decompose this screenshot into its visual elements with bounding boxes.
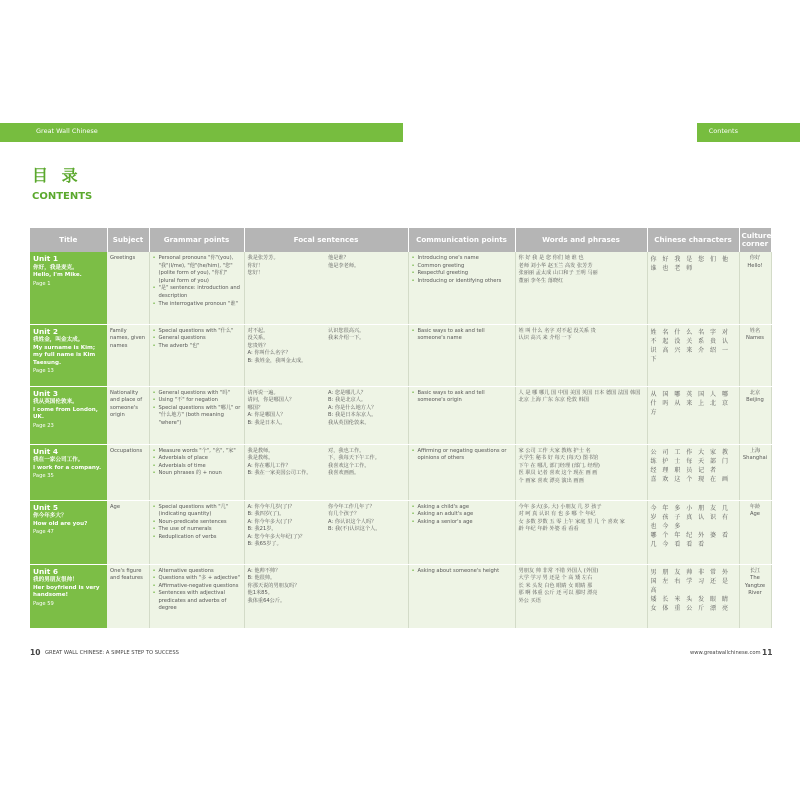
grammar-point: • Questions with "多 + adjective" bbox=[153, 575, 241, 583]
focal-sentences-cell bbox=[244, 500, 408, 564]
subject-cell: One's figure and features bbox=[107, 564, 149, 628]
words-cell bbox=[515, 252, 647, 324]
contents-row bbox=[30, 500, 771, 564]
col-header: Title bbox=[30, 228, 107, 252]
footer-left-text: GREAT WALL CHINESE: A SIMPLE STEP TO SUCCESS bbox=[45, 650, 179, 656]
communication-cell bbox=[408, 444, 515, 500]
grammar-point: • Reduplication of verbs bbox=[153, 534, 241, 542]
culture-label: Age bbox=[749, 511, 761, 518]
culture-label: Beijing bbox=[746, 397, 764, 404]
col-header: Culture corner bbox=[739, 228, 771, 252]
communication-cell bbox=[408, 324, 515, 386]
focal-sentence: A: 你叫什么名字？ bbox=[247, 350, 291, 357]
focal-column bbox=[248, 328, 325, 366]
unit-title-english: Her boyfriend is very handsome! bbox=[33, 584, 100, 599]
unit-page: Page 1 bbox=[33, 280, 51, 287]
focal-sentence: 我来介绍一下。 bbox=[328, 335, 365, 342]
focal-sentence: A: 你今年多大(了)？ bbox=[247, 518, 295, 525]
culture-cell bbox=[739, 564, 771, 628]
series-label: Great Wall Chinese bbox=[36, 127, 98, 135]
characters-cell bbox=[647, 444, 739, 500]
unit-cell[interactable] bbox=[30, 324, 107, 386]
unit-number: Unit 4 bbox=[33, 446, 59, 456]
header-notch bbox=[403, 123, 697, 142]
focal-sentence: 我喜欢这个工作。 bbox=[328, 462, 370, 469]
characters-line: 姓 名 什 么 名 字 对 不 起 没 关 系 贵 认 bbox=[650, 328, 730, 345]
words-line: 家 公司 工作 大家 教练 护士 名 bbox=[518, 447, 591, 454]
unit-title-english: I work for a company. bbox=[33, 464, 102, 471]
focal-columns bbox=[248, 568, 405, 606]
culture-label: 长江 bbox=[749, 567, 761, 574]
grammar-point: • Special questions with "几" (indicating quantity) bbox=[153, 504, 241, 519]
culture-cell bbox=[739, 252, 771, 324]
words-line: 大学 学习 男 还是 个 高 矮 左右 bbox=[518, 575, 593, 582]
focal-sentence: 请再说一遍。 bbox=[247, 389, 279, 396]
col-header: Grammar points bbox=[149, 228, 244, 252]
words-line: 医 职员 记者 喜欢 这个 现在 画 画 bbox=[518, 470, 598, 477]
focal-column bbox=[328, 504, 405, 550]
words-line: 董丽 李冬生 落晓红 bbox=[518, 277, 564, 284]
words-line: 姓 叫 什么 名字 对不起 没关系 贵 bbox=[518, 327, 596, 334]
focal-sentence: 对不起。 bbox=[247, 327, 269, 334]
words-cell bbox=[515, 324, 647, 386]
grammar-list bbox=[153, 568, 241, 614]
focal-column bbox=[328, 328, 405, 366]
focal-sentence: B: 我四岁(了)。 bbox=[247, 511, 285, 518]
grammar-list bbox=[153, 390, 241, 428]
words-line: 大学生 秘书 好 每天 (每天) 图书馆 bbox=[518, 455, 599, 462]
characters-line: 矮 长 米 头 发 眼 睛 女 体 重 公 斤 漂 亮 bbox=[650, 595, 730, 612]
col-header: Communication points bbox=[408, 228, 515, 252]
unit-cell[interactable] bbox=[30, 500, 107, 564]
subject-cell: Nationality and place of someone's origin bbox=[107, 386, 149, 444]
focal-sentences-cell bbox=[244, 386, 408, 444]
focal-columns bbox=[248, 255, 405, 278]
focal-sentence: A: 你在哪儿工作？ bbox=[247, 462, 291, 469]
focal-sentence: 他是李老师。 bbox=[328, 262, 360, 269]
words-line: 龄 年纪 年龄 外婆 看 看看 bbox=[518, 526, 579, 533]
culture-cell bbox=[739, 324, 771, 386]
culture-label: 上海 bbox=[749, 447, 761, 454]
communication-point: • Introducing one's name bbox=[412, 255, 512, 263]
focal-sentence: B: 我是日本东京人。 bbox=[328, 412, 377, 419]
culture-cell bbox=[739, 500, 771, 564]
words-line: 张丽丽 孟太成 山口和子 王明 马丽 bbox=[518, 270, 598, 277]
right-page-number: 11 bbox=[762, 648, 773, 657]
characters-line: 你 好 我 是 您 们 他 bbox=[650, 256, 730, 263]
focal-sentence: 我喜欢画画。 bbox=[328, 470, 360, 477]
unit-title-chinese: 我姓金，叫金太成。 bbox=[33, 337, 84, 344]
page-title-chinese: 目 录 bbox=[32, 166, 82, 185]
unit-page: Page 35 bbox=[33, 473, 54, 480]
unit-page: Page 59 bbox=[33, 600, 54, 607]
focal-sentence: 哪国？ bbox=[247, 404, 264, 411]
focal-columns bbox=[248, 390, 405, 428]
focal-sentence: B: 我65岁了。 bbox=[247, 541, 282, 548]
focal-sentence: B: 我是北京人。 bbox=[328, 397, 367, 404]
grammar-point: • Adverbials of time bbox=[153, 463, 241, 471]
communication-point: • Basic ways to ask and tell someone's name bbox=[412, 328, 512, 343]
unit-page: Page 13 bbox=[33, 368, 54, 375]
subject-cell: Occupations bbox=[107, 444, 149, 500]
culture-label: 年龄 bbox=[749, 503, 761, 510]
unit-number: Unit 1 bbox=[33, 254, 59, 263]
characters-line: 喜 欢 这 个 现 在 画 bbox=[650, 475, 730, 483]
grammar-point: • "是" sentence: introduction and description bbox=[153, 285, 241, 300]
grammar-cell bbox=[149, 500, 244, 564]
grammar-point: • Adverbials of place bbox=[153, 455, 241, 463]
focal-sentence: B: 我是日本人。 bbox=[247, 419, 286, 426]
grammar-list bbox=[153, 448, 241, 478]
words-line: 人 是 哪 哪儿 国 中国 美国 英国 日本 德国 法国 韩国 北京 上海 广东 东京 伦敦 韩国 bbox=[518, 389, 641, 404]
focal-sentence: 他1米85。 bbox=[247, 590, 273, 597]
focal-sentence: 没关系。 bbox=[247, 335, 269, 342]
focal-sentence: B: 我在一家美国公司工作。 bbox=[247, 470, 312, 477]
communication-list bbox=[412, 255, 512, 285]
communication-list bbox=[412, 390, 512, 405]
section-label: Contents bbox=[708, 127, 738, 135]
unit-title-chinese: 我在一家公司工作。 bbox=[33, 457, 84, 464]
contents-row bbox=[30, 444, 771, 500]
unit-cell[interactable] bbox=[30, 444, 107, 500]
focal-sentences-cell bbox=[244, 252, 408, 324]
grammar-list bbox=[153, 328, 241, 351]
culture-label: The Yangtze River bbox=[744, 575, 766, 597]
focal-column bbox=[248, 390, 325, 428]
words-line: 外公 买语 bbox=[518, 597, 541, 604]
words-cell bbox=[515, 444, 647, 500]
contents-row bbox=[30, 252, 771, 324]
focal-sentence: A: 您今年多大年纪(了)？ bbox=[247, 533, 306, 540]
unit-title-english: My surname is Kim; my full name is Kim Taesung. bbox=[33, 344, 96, 366]
focal-sentence: 我体重64公斤。 bbox=[247, 597, 286, 604]
grammar-cell bbox=[149, 564, 244, 628]
communication-point: • Common greeting bbox=[412, 263, 512, 271]
focal-column bbox=[328, 568, 405, 606]
words-line: 对 呵 真 认识 有 也 多 哪 个 年纪 bbox=[518, 511, 596, 518]
characters-line: 男 朋 友 帅 非 常 外 国 左 右 学 习 还 是 高 bbox=[650, 568, 730, 594]
culture-label: Hello! bbox=[747, 262, 763, 269]
communication-cell bbox=[408, 252, 515, 324]
focal-sentence: B: 我姓金，我叫金太成。 bbox=[247, 357, 307, 364]
unit-page: Page 23 bbox=[33, 422, 54, 429]
subject-cell: Family names, given names bbox=[107, 324, 149, 386]
contents-row bbox=[30, 324, 771, 386]
communication-cell bbox=[408, 386, 515, 444]
focal-column bbox=[248, 568, 325, 606]
footer-url: www.greatwallchinese.com bbox=[690, 650, 761, 656]
unit-title-english: I come from London, UK. bbox=[33, 406, 98, 421]
communication-list bbox=[412, 568, 512, 576]
left-page-number: 10 bbox=[30, 648, 41, 657]
focal-columns bbox=[248, 504, 405, 550]
focal-column bbox=[328, 390, 405, 428]
unit-number: Unit 3 bbox=[33, 388, 59, 398]
subject-cell: Age bbox=[107, 500, 149, 564]
focal-sentence: 我是张芳芳。 bbox=[247, 255, 279, 261]
communication-cell bbox=[408, 500, 515, 564]
focal-sentence: 你那天说的男朋友吗？ bbox=[247, 582, 300, 589]
words-line: 那 啊 体重 公斤 还 可以 那时 漂亮 bbox=[518, 590, 598, 597]
grammar-point: • Measure words "个", "名", "家" bbox=[153, 448, 241, 456]
focal-sentence: A: 您是哪儿人？ bbox=[328, 389, 366, 396]
unit-title-english: How old are you? bbox=[33, 520, 88, 527]
unit-number: Unit 2 bbox=[33, 326, 59, 336]
col-header: Words and phrases bbox=[515, 228, 647, 252]
contents-row bbox=[30, 564, 771, 628]
culture-cell bbox=[739, 386, 771, 444]
communication-list bbox=[412, 328, 512, 343]
communication-list bbox=[412, 448, 512, 463]
unit-number: Unit 6 bbox=[33, 566, 59, 576]
characters-line: 公 司 工 作 大 家 教 练 护 士 每 天 部 门 经 理 职 员 记 者 bbox=[650, 448, 730, 474]
communication-point: • Respectful greeting bbox=[412, 270, 512, 278]
grammar-list bbox=[153, 255, 241, 308]
culture-label: Shanghai bbox=[742, 455, 768, 462]
page-title-english: CONTENTS bbox=[32, 191, 93, 202]
unit-cell[interactable] bbox=[30, 564, 107, 628]
unit-title-chinese: 你今年多大？ bbox=[33, 513, 67, 520]
focal-sentences-cell bbox=[244, 324, 408, 386]
words-cell bbox=[515, 564, 647, 628]
characters-line: 识 高 兴 来 介 绍 一 下 bbox=[650, 346, 730, 363]
words-line: 今年 多大(多, 大) 小朋友 几 岁 孩子 bbox=[518, 503, 602, 510]
grammar-point: • Noun-predicate sentences bbox=[153, 519, 241, 527]
characters-cell bbox=[647, 386, 739, 444]
focal-sentence: A: 他帅不帅？ bbox=[247, 567, 281, 574]
culture-label: 北京 bbox=[749, 389, 761, 396]
focal-sentence: 有几个孩子？ bbox=[328, 511, 360, 518]
communication-point: • Affirming or negating questions or opinions of others bbox=[412, 448, 512, 463]
culture-cell bbox=[739, 444, 771, 500]
unit-title-english: Hello, I'm Mike. bbox=[33, 272, 82, 279]
focal-sentence: A: 你是什么地方人？ bbox=[328, 404, 377, 411]
grammar-point: • Special questions with "什么" bbox=[153, 328, 241, 336]
focal-sentence: 我从英国伦敦来。 bbox=[328, 419, 370, 426]
focal-sentence: 我是教练。 bbox=[247, 455, 274, 462]
grammar-point: • Special questions with "哪儿" or "什么地方" (both meaning "where") bbox=[153, 405, 241, 428]
communication-point: • Introducing or identifying others bbox=[412, 278, 512, 286]
grammar-cell bbox=[149, 324, 244, 386]
subject-cell: Greetings bbox=[107, 252, 149, 324]
characters-cell bbox=[647, 500, 739, 564]
words-line: 女 多数 岁数 五 零 上午 家庭 里 几 个 喜欢 家 bbox=[518, 518, 625, 525]
focal-sentence: 他是谁？ bbox=[328, 255, 349, 261]
focal-sentence: 请问，你是哪国人？ bbox=[247, 397, 295, 404]
table-header-row bbox=[30, 228, 771, 252]
grammar-point: • The interrogative pronoun "谁" bbox=[153, 301, 241, 309]
unit-title-chinese: 我的男朋友很帅！ bbox=[33, 577, 78, 584]
words-line: 男朋友 帅 非常 不错 外国人 (外国) bbox=[518, 567, 599, 574]
header-band bbox=[0, 123, 800, 142]
focal-sentences-cell bbox=[244, 444, 408, 500]
words-line: 老师 刘小华 赵玉兰 高发 张芳芳 bbox=[518, 262, 593, 269]
focal-sentence: 你今年工作几年了？ bbox=[328, 503, 375, 510]
contents-table bbox=[30, 228, 772, 629]
communication-point: • Asking about someone's height bbox=[412, 568, 512, 576]
communication-point: • Asking a child's age bbox=[412, 504, 512, 512]
grammar-point: • The adverb "也" bbox=[153, 343, 241, 351]
focal-sentence: 你好！ bbox=[247, 262, 264, 269]
unit-number: Unit 5 bbox=[33, 502, 59, 512]
communication-list bbox=[412, 504, 512, 527]
words-line: 长 米 头发 白色 眼睛 女 眼睛 那 bbox=[518, 582, 593, 589]
contents-row bbox=[30, 386, 771, 444]
focal-sentence: 您好！ bbox=[247, 270, 264, 277]
characters-line: 从 国 哪 英 国 人 哪 什 吗 从 来 上 北 京 方 bbox=[650, 390, 730, 416]
focal-sentences-cell bbox=[244, 564, 408, 628]
words-cell bbox=[515, 500, 647, 564]
grammar-point: • Using "不" for negation bbox=[153, 397, 241, 405]
grammar-cell bbox=[149, 444, 244, 500]
focal-sentence: 认识您很高兴。 bbox=[328, 327, 365, 334]
focal-column bbox=[328, 448, 405, 478]
words-line: 你 好 我 是 您 你们 她 谁 也 bbox=[518, 255, 584, 261]
focal-column bbox=[248, 255, 325, 278]
characters-cell bbox=[647, 252, 739, 324]
grammar-point: • Affirmative-negative questions bbox=[153, 583, 241, 591]
focal-column bbox=[248, 448, 325, 478]
unit-cell[interactable] bbox=[30, 252, 107, 324]
focal-sentence: A: 你是哪国人？ bbox=[247, 412, 286, 419]
grammar-point: • General questions with "吗" bbox=[153, 390, 241, 398]
words-line: 认识 高兴 来 介绍 一下 bbox=[518, 335, 572, 342]
grammar-point: • The use of numerals bbox=[153, 526, 241, 534]
grammar-point: • Sentences with adjectival predicates and adverbs of degree bbox=[153, 590, 241, 613]
focal-column bbox=[248, 504, 325, 550]
unit-page: Page 47 bbox=[33, 529, 54, 536]
grammar-point: • Alternative questions bbox=[153, 568, 241, 576]
culture-label: Names bbox=[745, 335, 764, 342]
focal-column bbox=[328, 255, 405, 278]
words-cell bbox=[515, 386, 647, 444]
characters-line: 哪 个 年 纪 外 婆 看 几 今 看 看 看 bbox=[650, 531, 730, 548]
unit-cell[interactable] bbox=[30, 386, 107, 444]
grammar-point: • Noun phrases 的 + noun bbox=[153, 470, 241, 478]
focal-columns bbox=[248, 448, 405, 478]
focal-sentence: B: 我(不)认识这个人。 bbox=[328, 526, 381, 533]
unit-title-chinese: 我从英国伦敦来。 bbox=[33, 399, 78, 406]
grammar-cell bbox=[149, 386, 244, 444]
focal-sentence: 我是教师。 bbox=[247, 447, 274, 454]
focal-sentence: 您贵姓？ bbox=[247, 342, 269, 349]
focal-sentence: A: 你认识这个人吗？ bbox=[328, 518, 377, 525]
characters-cell bbox=[647, 564, 739, 628]
focal-columns bbox=[248, 328, 405, 366]
characters-line: 谁 也 老 师 bbox=[650, 265, 695, 272]
communication-point: • Asking a senior's age bbox=[412, 519, 512, 527]
focal-sentence: B: 我21岁。 bbox=[247, 526, 277, 533]
grammar-point: • General questions bbox=[153, 335, 241, 343]
characters-line: 今 年 多 小 朋 友 几 岁 孩 子 真 认 识 有 也 今 多 bbox=[650, 504, 730, 530]
culture-label: 姓名 bbox=[749, 327, 761, 334]
culture-label: 你好 bbox=[749, 255, 761, 261]
words-line: 下午 在 哪儿 部门经理 (部门, 经理) bbox=[518, 462, 600, 469]
words-line: 个 画家 喜欢 漂亮 演出 画画 bbox=[518, 477, 584, 484]
communication-point: • Asking an adult's age bbox=[412, 511, 512, 519]
grammar-list bbox=[153, 504, 241, 542]
focal-sentence: 下，我每天下午工作。 bbox=[328, 455, 380, 462]
focal-sentence: B: 他很帅。 bbox=[247, 575, 276, 582]
col-header: Chinese characters bbox=[647, 228, 739, 252]
communication-point: • Basic ways to ask and tell someone's origin bbox=[412, 390, 512, 405]
grammar-point: • Personal pronouns "你"(you), "我"(I/me), "他"(he/him), "您"(polite form of you), "你们"(plural form of you) bbox=[153, 255, 241, 285]
communication-cell bbox=[408, 564, 515, 628]
unit-title-chinese: 你好，我是麦克。 bbox=[33, 264, 78, 271]
col-header: Focal sentences bbox=[244, 228, 408, 252]
focal-sentence: 对，我也工作。 bbox=[328, 447, 365, 454]
col-header: Subject bbox=[107, 228, 149, 252]
grammar-cell bbox=[149, 252, 244, 324]
focal-sentence: A: 你今年几岁(了)？ bbox=[247, 503, 295, 510]
characters-cell bbox=[647, 324, 739, 386]
